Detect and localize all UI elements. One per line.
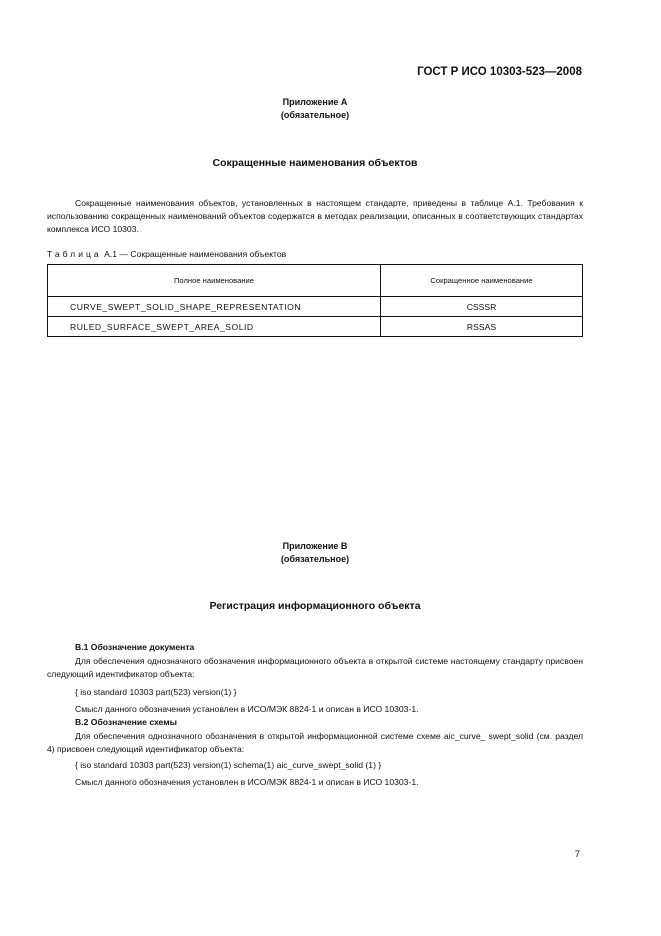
b2-text: Для обеспечения однозначного обозначения в открытой информационной системе схеме aic_curve_ swept_solid (см. раздел 4) присвоен следующий идентификатор объекта:	[47, 731, 583, 754]
b1-text: Для обеспечения однозначного обозначения информационного объекта в открытой системе настоящему стандарту присвоен следующий идентификатор объекта:	[47, 656, 583, 679]
b1-meaning: Смысл данного обозначения установлен в ИСО/МЭК 8824-1 и описан в ИСО 10303-1.	[75, 704, 419, 714]
table-row	[48, 317, 583, 337]
table-cell-full-name: CURVE_SWEPT_SOLID_SHAPE_REPRESENTATION	[48, 297, 381, 317]
annex-b-status: (обязательное)	[280, 554, 350, 564]
annex-a-heading: Сокращенные наименования объектов	[212, 157, 418, 169]
table-cell-short-name: CSSSR	[381, 297, 583, 317]
abbreviations-table	[47, 264, 583, 337]
annex-a-paragraph: Сокращенные наименования объектов, установленных в настоящем стандарте, приведены в таблице А.1. Требования к использованию сокращенных наименований объектов содержатся в методах реализации, описанных в соответствующих стандартах комплекса ИСО 10303.	[47, 198, 583, 234]
column-header-full-name: Полное наименование	[48, 265, 381, 297]
table-header-row	[48, 265, 583, 297]
b1-identifier: { iso standard 10303 part(523) version(1) }	[75, 687, 237, 697]
b2-identifier: { iso standard 10303 part(523) version(1) schema(1) aic_curve_swept_solid (1) }	[75, 760, 382, 770]
b2-meaning: Смысл данного обозначения установлен в ИСО/МЭК 8824-1 и описан в ИСО 10303-1.	[75, 777, 419, 787]
document-code: ГОСТ Р ИСО 10303-523—2008	[417, 66, 582, 78]
annex-a-title: Приложение А	[282, 97, 348, 107]
table-cell-short-name: RSSAS	[381, 317, 583, 337]
table-cell-full-name: RULED_SURFACE_SWEPT_AREA_SOLID	[48, 317, 381, 337]
table-caption	[47, 249, 286, 259]
column-header-short-name: Сокращенное наименование	[381, 265, 583, 297]
annex-b-title: Приложение В	[282, 541, 348, 551]
b2-heading: В.2 Обозначение схемы	[75, 717, 177, 727]
annex-a-status: (обязательное)	[280, 110, 350, 120]
table-caption-text: А.1 — Сокращенные наименования объектов	[101, 249, 287, 259]
b1-heading: В.1 Обозначение документа	[75, 642, 195, 652]
page-number: 7	[574, 849, 580, 860]
annex-b-heading: Регистрация информационного объекта	[209, 600, 421, 612]
table-caption-prefix: Таблица	[47, 249, 102, 259]
table-row	[48, 297, 583, 317]
